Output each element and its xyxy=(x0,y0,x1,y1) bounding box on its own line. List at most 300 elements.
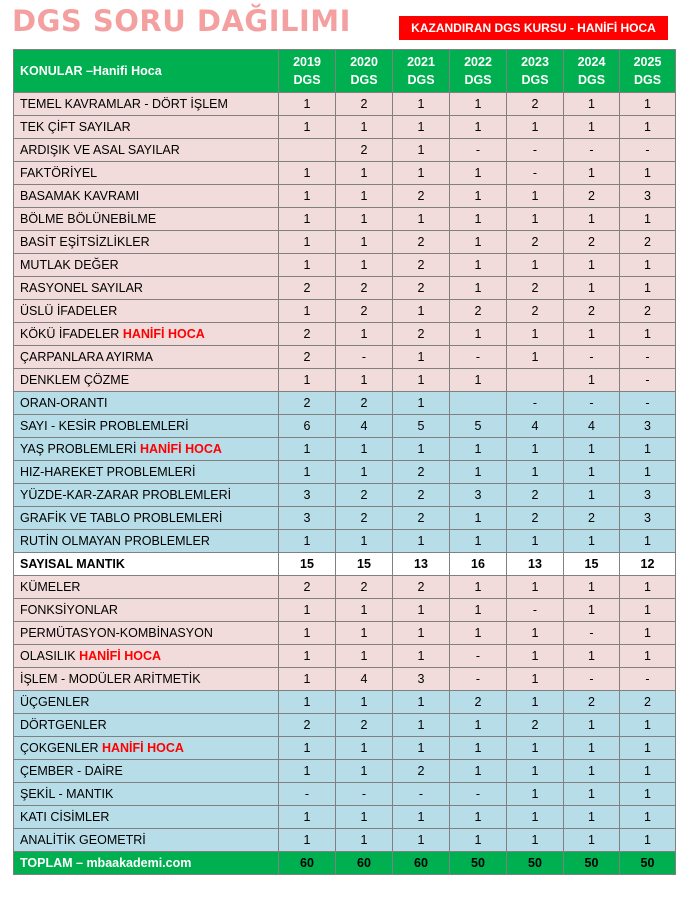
topic-row xyxy=(14,162,676,185)
count-cell: 15 xyxy=(564,553,620,576)
count-cell: 1 xyxy=(564,645,620,668)
count-cell: 1 xyxy=(393,714,450,737)
topic-name: MUTLAK DEĞER xyxy=(20,258,119,272)
topic-row xyxy=(14,277,676,300)
count-cell: 1 xyxy=(393,369,450,392)
count-cell: 1 xyxy=(450,530,507,553)
count-cell: 6 xyxy=(279,415,336,438)
topic-name-cell xyxy=(14,668,279,691)
topic-name: GRAFİK VE TABLO PROBLEMLERİ xyxy=(20,511,223,525)
count-cell: 1 xyxy=(564,93,620,116)
table-header-row xyxy=(14,50,676,93)
count-cell: 1 xyxy=(279,829,336,852)
year-label: 2023 xyxy=(521,55,549,69)
count-cell: 2 xyxy=(450,691,507,714)
year-header xyxy=(336,50,393,93)
count-cell: 1 xyxy=(564,829,620,852)
topic-name-cell xyxy=(14,645,279,668)
topic-name-cell xyxy=(14,254,279,277)
count-cell: 1 xyxy=(393,392,450,415)
topic-row xyxy=(14,415,676,438)
topic-row xyxy=(14,93,676,116)
topic-row xyxy=(14,714,676,737)
count-cell: 1 xyxy=(564,530,620,553)
topic-name: RASYONEL SAYILAR xyxy=(20,281,143,295)
count-cell: 1 xyxy=(279,185,336,208)
count-cell: 3 xyxy=(620,507,676,530)
topic-row xyxy=(14,461,676,484)
count-cell: 1 xyxy=(564,461,620,484)
exam-label: DGS xyxy=(293,73,321,87)
exam-label: DGS xyxy=(633,73,662,87)
count-cell: 2 xyxy=(393,231,450,254)
topic-name-cell xyxy=(14,323,279,346)
count-cell: 1 xyxy=(620,323,676,346)
count-cell: 5 xyxy=(450,415,507,438)
count-cell: 1 xyxy=(393,691,450,714)
count-cell: 15 xyxy=(279,553,336,576)
page-title: DGS SORU DAĞILIMI xyxy=(12,4,351,38)
year-label: 2022 xyxy=(464,55,492,69)
count-cell xyxy=(507,369,564,392)
topic-row xyxy=(14,484,676,507)
topic-name-cell xyxy=(14,576,279,599)
count-cell: 1 xyxy=(336,806,393,829)
count-cell: 1 xyxy=(564,714,620,737)
count-cell: 1 xyxy=(507,622,564,645)
count-cell: 1 xyxy=(564,783,620,806)
count-cell: 1 xyxy=(620,576,676,599)
count-cell: 1 xyxy=(620,93,676,116)
count-cell: 1 xyxy=(450,461,507,484)
count-cell: 1 xyxy=(336,231,393,254)
topic-name-cell xyxy=(14,530,279,553)
year-label: 2021 xyxy=(407,55,435,69)
count-cell: 2 xyxy=(393,254,450,277)
count-cell: 1 xyxy=(620,461,676,484)
count-cell: 1 xyxy=(620,645,676,668)
count-cell: 2 xyxy=(507,507,564,530)
topic-name: DENKLEM ÇÖZME xyxy=(20,373,130,387)
count-cell: 1 xyxy=(279,691,336,714)
topic-name-cell xyxy=(14,116,279,139)
topic-name: ARDIŞIK VE ASAL SAYILAR xyxy=(20,143,180,157)
topic-name-cell xyxy=(14,783,279,806)
count-cell: - xyxy=(507,599,564,622)
count-cell: - xyxy=(450,783,507,806)
count-cell: 1 xyxy=(450,369,507,392)
topic-row xyxy=(14,691,676,714)
count-cell: 2 xyxy=(564,300,620,323)
total-value: 50 xyxy=(564,852,620,875)
count-cell: - xyxy=(336,346,393,369)
topic-row xyxy=(14,530,676,553)
count-cell: 1 xyxy=(393,829,450,852)
count-cell: 1 xyxy=(507,254,564,277)
author-tag: HANİFİ HOCA xyxy=(122,327,205,341)
count-cell: 16 xyxy=(450,553,507,576)
count-cell: 1 xyxy=(620,714,676,737)
count-cell: - xyxy=(564,346,620,369)
topic-name: BÖLME BÖLÜNEBİLME xyxy=(20,212,157,226)
count-cell xyxy=(279,139,336,162)
count-cell: 1 xyxy=(620,208,676,231)
count-cell: - xyxy=(450,346,507,369)
page-header xyxy=(0,0,686,48)
count-cell: 1 xyxy=(507,461,564,484)
topic-row xyxy=(14,231,676,254)
count-cell: - xyxy=(620,392,676,415)
count-cell: 1 xyxy=(450,714,507,737)
topic-row xyxy=(14,829,676,852)
total-value: 50 xyxy=(450,852,507,875)
exam-label: DGS xyxy=(577,73,606,87)
count-cell: 2 xyxy=(393,760,450,783)
count-cell: 1 xyxy=(393,737,450,760)
count-cell: 2 xyxy=(450,300,507,323)
exam-label: DGS xyxy=(350,73,378,87)
count-cell: 1 xyxy=(279,438,336,461)
author-tag: HANİFİ HOCA xyxy=(101,741,184,755)
count-cell: 1 xyxy=(393,300,450,323)
count-cell: 1 xyxy=(336,323,393,346)
count-cell: 1 xyxy=(564,576,620,599)
count-cell: 1 xyxy=(564,438,620,461)
count-cell: 1 xyxy=(279,622,336,645)
topic-name-cell xyxy=(14,553,279,576)
count-cell: 1 xyxy=(279,369,336,392)
count-cell: 1 xyxy=(507,783,564,806)
topic-row xyxy=(14,116,676,139)
count-cell: 1 xyxy=(620,254,676,277)
count-cell: 1 xyxy=(279,645,336,668)
topic-name-cell xyxy=(14,369,279,392)
count-cell: 1 xyxy=(564,116,620,139)
topic-name-cell xyxy=(14,300,279,323)
count-cell: 1 xyxy=(507,346,564,369)
year-label: 2019 xyxy=(293,55,321,69)
table-body xyxy=(14,93,676,852)
topic-name: DÖRTGENLER xyxy=(20,718,107,732)
count-cell: 1 xyxy=(279,231,336,254)
topic-row xyxy=(14,323,676,346)
count-cell: - xyxy=(507,392,564,415)
count-cell: 1 xyxy=(336,185,393,208)
topic-row xyxy=(14,185,676,208)
topic-name-cell xyxy=(14,714,279,737)
count-cell: - xyxy=(564,392,620,415)
count-cell: 1 xyxy=(507,668,564,691)
topic-row xyxy=(14,737,676,760)
year-header xyxy=(393,50,450,93)
count-cell: 13 xyxy=(507,553,564,576)
count-cell: 1 xyxy=(620,622,676,645)
count-cell: - xyxy=(450,668,507,691)
topic-name: ÇOKGENLER xyxy=(20,741,102,755)
count-cell: 1 xyxy=(507,576,564,599)
count-cell: 2 xyxy=(279,277,336,300)
total-value: 60 xyxy=(336,852,393,875)
topic-name-cell xyxy=(14,346,279,369)
count-cell: 12 xyxy=(620,553,676,576)
count-cell: 1 xyxy=(450,254,507,277)
count-cell: 2 xyxy=(336,139,393,162)
count-cell: 1 xyxy=(507,438,564,461)
count-cell: - xyxy=(279,783,336,806)
count-cell: 1 xyxy=(393,530,450,553)
count-cell: 1 xyxy=(450,231,507,254)
total-label: TOPLAM – mbaakademi.com xyxy=(14,852,279,875)
topic-name: ORAN-ORANTI xyxy=(20,396,108,410)
count-cell: 1 xyxy=(507,530,564,553)
topic-name: BASİT EŞİTSİZLİKLER xyxy=(20,235,150,249)
total-value: 50 xyxy=(620,852,676,875)
author-tag: HANİFİ HOCA xyxy=(79,649,162,663)
count-cell: 1 xyxy=(336,599,393,622)
count-cell: - xyxy=(507,162,564,185)
count-cell: 4 xyxy=(336,415,393,438)
topic-name: ÇEMBER - DAİRE xyxy=(20,764,123,778)
count-cell: 13 xyxy=(393,553,450,576)
count-cell: 1 xyxy=(450,507,507,530)
count-cell: 1 xyxy=(507,737,564,760)
total-value: 50 xyxy=(507,852,564,875)
count-cell: 1 xyxy=(336,461,393,484)
topic-name: KÖKÜ İFADELER xyxy=(20,327,123,341)
count-cell xyxy=(450,392,507,415)
topic-name: SAYI - KESİR PROBLEMLERİ xyxy=(20,419,189,433)
topic-name-cell xyxy=(14,461,279,484)
count-cell: 1 xyxy=(507,760,564,783)
count-cell: 5 xyxy=(393,415,450,438)
topic-name: BASAMAK KAVRAMI xyxy=(20,189,140,203)
count-cell: 1 xyxy=(336,530,393,553)
count-cell: - xyxy=(620,668,676,691)
topic-row xyxy=(14,806,676,829)
count-cell: 1 xyxy=(279,254,336,277)
topic-row xyxy=(14,645,676,668)
count-cell: 1 xyxy=(507,806,564,829)
count-cell: 1 xyxy=(393,622,450,645)
count-cell: 1 xyxy=(620,277,676,300)
count-cell: 2 xyxy=(507,300,564,323)
count-cell: 1 xyxy=(393,599,450,622)
topic-row xyxy=(14,346,676,369)
year-header xyxy=(450,50,507,93)
count-cell: - xyxy=(564,668,620,691)
count-cell: 2 xyxy=(336,484,393,507)
count-cell: 1 xyxy=(450,829,507,852)
count-cell: 2 xyxy=(393,484,450,507)
year-header xyxy=(620,50,676,93)
topic-name-cell xyxy=(14,208,279,231)
topic-name-cell xyxy=(14,392,279,415)
count-cell: 2 xyxy=(393,277,450,300)
count-cell: 1 xyxy=(450,806,507,829)
count-cell: 2 xyxy=(507,714,564,737)
topic-name: FONKSİYONLAR xyxy=(20,603,118,617)
topic-name-cell xyxy=(14,162,279,185)
count-cell: 3 xyxy=(620,185,676,208)
exam-label: DGS xyxy=(521,73,549,87)
count-cell: - xyxy=(450,139,507,162)
topic-name: KATI CİSİMLER xyxy=(20,810,110,824)
topic-row xyxy=(14,438,676,461)
topic-row xyxy=(14,760,676,783)
count-cell: 3 xyxy=(620,415,676,438)
topic-name-cell xyxy=(14,277,279,300)
year-label: 2020 xyxy=(350,55,378,69)
count-cell: 2 xyxy=(507,484,564,507)
count-cell: 2 xyxy=(507,231,564,254)
count-cell: 1 xyxy=(393,139,450,162)
count-cell: 2 xyxy=(507,93,564,116)
topic-name-cell xyxy=(14,438,279,461)
count-cell: - xyxy=(620,139,676,162)
topic-name-cell xyxy=(14,829,279,852)
topic-name-cell xyxy=(14,806,279,829)
count-cell: 1 xyxy=(450,162,507,185)
count-cell: 1 xyxy=(336,369,393,392)
year-header xyxy=(564,50,620,93)
count-cell: 1 xyxy=(507,116,564,139)
topic-name-cell xyxy=(14,185,279,208)
topic-name: YAŞ PROBLEMLERİ xyxy=(20,442,140,456)
count-cell: 1 xyxy=(279,599,336,622)
count-cell: 4 xyxy=(336,668,393,691)
topic-name: TEK ÇİFT SAYILAR xyxy=(20,120,131,134)
topic-name-cell xyxy=(14,760,279,783)
topic-name-cell xyxy=(14,93,279,116)
count-cell: 3 xyxy=(279,507,336,530)
count-cell: 1 xyxy=(507,829,564,852)
count-cell: 4 xyxy=(564,415,620,438)
count-cell: 1 xyxy=(564,484,620,507)
total-value: 60 xyxy=(393,852,450,875)
total-value: 60 xyxy=(279,852,336,875)
count-cell: 2 xyxy=(620,691,676,714)
subtotal-row xyxy=(14,553,676,576)
count-cell: 2 xyxy=(336,576,393,599)
count-cell: 1 xyxy=(620,760,676,783)
topic-row xyxy=(14,208,676,231)
count-cell: 2 xyxy=(336,392,393,415)
count-cell: - xyxy=(564,139,620,162)
count-cell: 1 xyxy=(564,323,620,346)
count-cell: - xyxy=(393,783,450,806)
count-cell: 2 xyxy=(336,714,393,737)
count-cell: 1 xyxy=(336,760,393,783)
count-cell: 1 xyxy=(564,599,620,622)
count-cell: 1 xyxy=(336,254,393,277)
topic-name-cell xyxy=(14,691,279,714)
topic-name: ÜSLÜ İFADELER xyxy=(20,304,118,318)
count-cell: 3 xyxy=(393,668,450,691)
count-cell: - xyxy=(507,139,564,162)
count-cell: 2 xyxy=(279,714,336,737)
count-cell: 1 xyxy=(336,829,393,852)
count-cell: 1 xyxy=(450,622,507,645)
count-cell: 2 xyxy=(564,185,620,208)
topic-name: SAYISAL MANTIK xyxy=(20,557,125,571)
count-cell: 1 xyxy=(450,438,507,461)
count-cell: 1 xyxy=(620,438,676,461)
count-cell: 1 xyxy=(564,254,620,277)
topic-row xyxy=(14,783,676,806)
count-cell: 1 xyxy=(620,783,676,806)
topic-name: ANALİTİK GEOMETRİ xyxy=(20,833,146,847)
count-cell: 1 xyxy=(620,829,676,852)
count-cell: 1 xyxy=(507,323,564,346)
topic-name: RUTİN OLMAYAN PROBLEMLER xyxy=(20,534,210,548)
count-cell: 1 xyxy=(279,806,336,829)
count-cell: 1 xyxy=(450,737,507,760)
count-cell: 2 xyxy=(279,323,336,346)
count-cell: 2 xyxy=(336,93,393,116)
count-cell: 1 xyxy=(336,645,393,668)
topic-row xyxy=(14,392,676,415)
count-cell: 1 xyxy=(279,208,336,231)
count-cell: 2 xyxy=(336,277,393,300)
count-cell: 1 xyxy=(564,737,620,760)
exam-label: DGS xyxy=(464,73,492,87)
count-cell: - xyxy=(620,369,676,392)
count-cell: 1 xyxy=(564,369,620,392)
count-cell: - xyxy=(336,783,393,806)
topic-row xyxy=(14,254,676,277)
topic-row xyxy=(14,369,676,392)
count-cell: 2 xyxy=(564,691,620,714)
count-cell: 1 xyxy=(393,438,450,461)
topic-row xyxy=(14,300,676,323)
count-cell: 1 xyxy=(336,622,393,645)
exam-label: DGS xyxy=(407,73,435,87)
count-cell: 2 xyxy=(279,392,336,415)
count-cell: 1 xyxy=(450,323,507,346)
year-header xyxy=(279,50,336,93)
count-cell: 2 xyxy=(393,185,450,208)
count-cell: 2 xyxy=(564,231,620,254)
year-label: 2024 xyxy=(577,55,606,69)
count-cell: 1 xyxy=(279,760,336,783)
count-cell: 1 xyxy=(620,530,676,553)
topic-name: KÜMELER xyxy=(20,580,81,594)
count-cell: 2 xyxy=(507,277,564,300)
count-cell: 2 xyxy=(336,300,393,323)
topic-row xyxy=(14,668,676,691)
count-cell: 15 xyxy=(336,553,393,576)
count-cell: 1 xyxy=(620,162,676,185)
count-cell: 1 xyxy=(279,668,336,691)
count-cell: 3 xyxy=(450,484,507,507)
count-cell: 1 xyxy=(507,645,564,668)
count-cell: 1 xyxy=(336,737,393,760)
count-cell: 2 xyxy=(279,346,336,369)
topic-row xyxy=(14,599,676,622)
count-cell: 1 xyxy=(564,760,620,783)
topic-name: OLASILIK xyxy=(20,649,80,663)
topic-name-cell xyxy=(14,415,279,438)
topic-name-cell xyxy=(14,231,279,254)
count-cell: 1 xyxy=(507,185,564,208)
topic-name-cell xyxy=(14,139,279,162)
count-cell: 1 xyxy=(620,737,676,760)
count-cell: 1 xyxy=(450,208,507,231)
count-cell: 1 xyxy=(564,277,620,300)
topic-name: ŞEKİL - MANTIK xyxy=(20,787,114,801)
count-cell: 1 xyxy=(279,116,336,139)
topic-name-cell xyxy=(14,737,279,760)
